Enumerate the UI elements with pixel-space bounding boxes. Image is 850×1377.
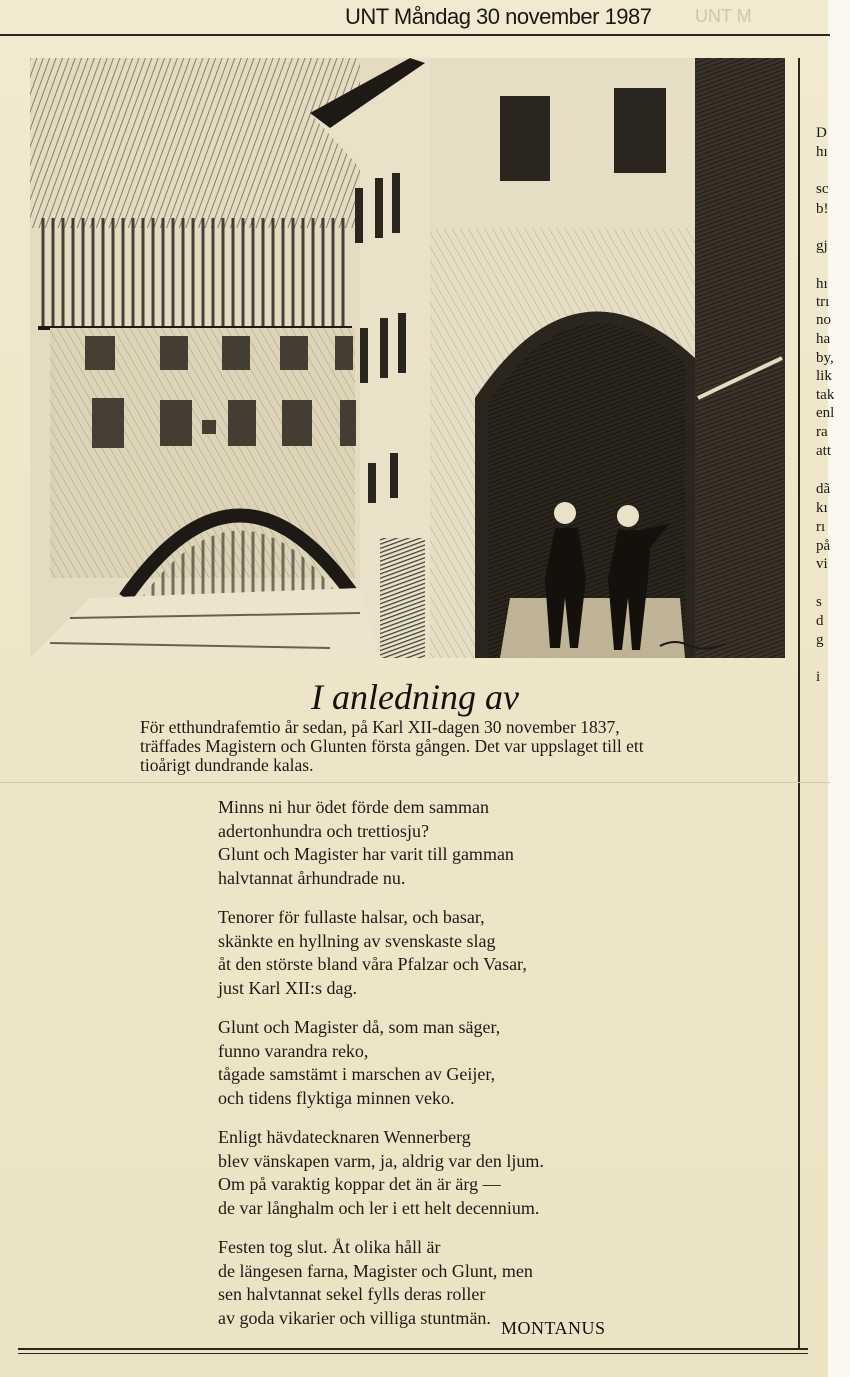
- masthead-rule: [0, 34, 830, 36]
- edge-fragment: D: [816, 125, 827, 141]
- edge-fragment: b!: [816, 201, 829, 217]
- scan-background-edge: [828, 0, 850, 1377]
- stanza: [218, 1236, 658, 1330]
- poem-line: skänkte en hyllning av svenskaste slag: [218, 930, 496, 951]
- poem-line: Enligt hävdatecknaren Wennerberg: [218, 1127, 471, 1147]
- edge-fragment: i: [816, 669, 821, 685]
- edge-fragment: vi: [816, 556, 828, 572]
- edge-fragment: d: [816, 613, 824, 629]
- poem-line: av goda vikarier och villiga stuntmän.: [218, 1307, 491, 1328]
- bleed-through-text: UNT M: [695, 6, 752, 26]
- poem-line: just Karl XII:s dag.: [218, 977, 357, 998]
- arch-building: [430, 58, 700, 658]
- poem-line: adertonhundra och trettiosju?: [218, 820, 429, 841]
- edge-fragment: att: [816, 443, 831, 459]
- article-intro: [140, 718, 665, 775]
- edge-fragment: hı: [816, 144, 828, 160]
- author-signature: MONTANUS: [501, 1318, 606, 1338]
- stanza: [218, 906, 658, 1000]
- edge-fragment: g: [816, 632, 824, 648]
- poem-line: de längesen farna, Magister och Glunt, men: [218, 1260, 533, 1281]
- stanza: [218, 796, 658, 890]
- poem-line: Glunt och Magister har varit till gamman: [218, 844, 514, 864]
- edge-fragment: s: [816, 594, 822, 610]
- poem-line: Minns ni hur ödet förde dem samman: [218, 797, 489, 817]
- right-building: [695, 58, 785, 658]
- edge-fragment: tak: [816, 387, 835, 403]
- edge-fragment: by,: [816, 350, 834, 366]
- poem-line: Festen tog slut. Åt olika håll är: [218, 1237, 441, 1257]
- edge-fragment: enl: [816, 405, 835, 421]
- poem-line: sen halvtannat sekel fylls deras roller: [218, 1284, 486, 1304]
- edge-fragment: kı: [816, 500, 828, 516]
- poem-line: och tidens flyktiga minnen veko.: [218, 1087, 455, 1108]
- edge-fragment: på: [816, 538, 831, 554]
- edge-fragment: lik: [816, 368, 832, 384]
- edge-fragment: dã: [816, 481, 831, 497]
- edge-fragment: no: [816, 312, 831, 328]
- edge-fragment: gj: [816, 238, 828, 254]
- bottom-rule: [18, 1348, 808, 1350]
- paper-fold: [0, 782, 830, 783]
- poem-line: Om på varaktig koppar det än är ärg —: [218, 1174, 501, 1194]
- poem-line: Glunt och Magister då, som man säger,: [218, 1017, 501, 1037]
- masthead: UNT Måndag 30 november 1987: [345, 4, 652, 29]
- edge-fragment: rı: [816, 519, 826, 535]
- poem-line: tågade samstämt i marschen av Geijer,: [218, 1064, 496, 1084]
- street-arch-illustration: [30, 58, 785, 658]
- edge-fragment: ra: [816, 424, 828, 440]
- edge-fragment: ha: [816, 331, 831, 347]
- edge-fragment: sc: [816, 181, 829, 197]
- article-headline: I anledning av: [311, 677, 519, 717]
- edge-fragment: trı: [816, 294, 830, 310]
- poem-line: Tenorer för fullaste halsar, och basar,: [218, 907, 485, 927]
- bottom-rule-thin: [18, 1353, 808, 1354]
- poem: [218, 796, 658, 1346]
- left-building: [38, 218, 356, 603]
- poem-line: de var långhalm och ler i ett helt decennium.: [218, 1197, 540, 1218]
- stanza: [218, 1126, 658, 1220]
- poem-line: halvtannat århundrade nu.: [218, 867, 406, 888]
- poem-line: åt den störste bland våra Pfalzar och Vasar,: [218, 954, 527, 974]
- stanza: [218, 1016, 658, 1110]
- poem-line: blev vänskapen varm, ja, aldrig var den ljum.: [218, 1150, 544, 1171]
- poem-line: funno varandra reko,: [218, 1040, 369, 1061]
- intro-text: För etthundrafemtio år sedan, på Karl XII-dagen 30 november 1837, träffades Magistern och Glunten första gången. Det var uppslaget till ett tioårigt dundrande kalas.: [140, 717, 644, 775]
- edge-fragment: hı: [816, 276, 828, 292]
